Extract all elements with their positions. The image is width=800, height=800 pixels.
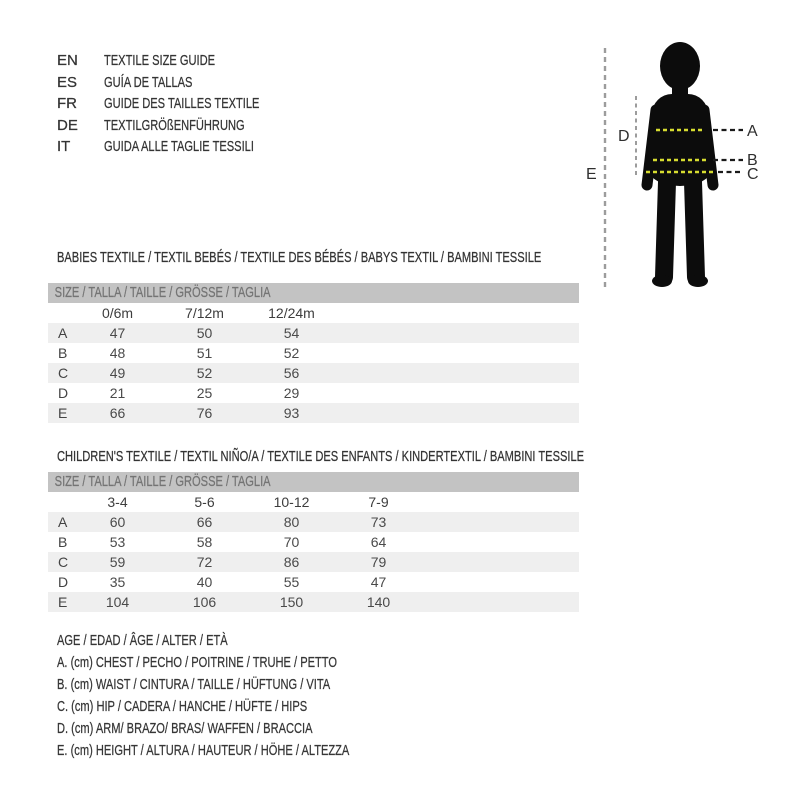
cell-value: 86 [283,554,300,570]
lang-code: IT [57,138,71,156]
cell-value: 76 [196,405,213,421]
cell-value: 54 [283,325,300,341]
legend-hip-line: C. (cm) HIP / CADERA / HANCHE / HÜFTE / HIPS [57,698,308,715]
cell-value: 79 [370,554,387,570]
table-row [48,403,579,423]
table-row [48,323,579,343]
table-row [48,532,579,552]
table-row [48,512,579,532]
cell-value: 52 [283,345,300,361]
cell-value: 70 [283,534,300,550]
row-label: A [58,514,68,530]
cell-value: 93 [283,405,300,421]
lang-row-it [57,136,314,158]
babies-column-header-row [48,303,579,323]
row-label: B [58,345,68,361]
row-label: C [58,554,69,570]
cell-value: 150 [279,594,304,610]
lang-title: GUIDE DES TAILLES TEXTILE [104,95,260,113]
lang-row-de [57,115,314,137]
column-header: 5-6 [194,494,215,510]
cell-value: 53 [109,534,126,550]
cell-value: 21 [109,385,126,401]
cell-value: 49 [109,365,126,381]
row-label: D [58,385,69,401]
lang-title: GUIDA ALLE TAGLIE TESSILI [104,138,254,156]
children-size-table [48,472,579,612]
marker-label-e: E [586,166,597,183]
lang-title: TEXTILGRÖßENFÜHRUNG [104,116,245,134]
children-section-title: CHILDREN'S TEXTILE / TEXTIL NIÑO/A / TEXTILE DES ENFANTS / KINDERTEXTIL / BAMBINI TESSILE [57,448,585,465]
lang-code: FR [57,95,77,113]
column-header: 10-12 [273,494,310,510]
cell-value: 56 [283,365,300,381]
table-row [48,343,579,363]
legend-age-line: AGE / EDAD / ÂGE / ALTER / ETÀ [57,632,228,649]
table-row [48,383,579,403]
cell-value: 66 [109,405,126,421]
row-label: D [58,574,69,590]
marker-label-a: A [747,123,758,140]
cell-value: 80 [283,514,300,530]
lang-row-es [57,72,314,94]
cell-value: 72 [196,554,213,570]
legend-arm-line: D. (cm) ARM/ BRAZO/ BRAS/ WAFFEN / BRACCIA [57,720,313,737]
babies-section-title: BABIES TEXTILE / TEXTIL BEBÉS / TEXTILE DES BÉBÉS / BABYS TEXTIL / BAMBINI TESSILE [57,249,542,266]
lang-row-fr [57,93,314,115]
cell-value: 47 [109,325,126,341]
column-header: 3-4 [107,494,128,510]
table-row [48,572,579,592]
cell-value: 51 [196,345,213,361]
legend-height-line: E. (cm) HEIGHT / ALTURA / HAUTEUR / HÖHE / ALTEZZA [57,742,350,759]
cell-value: 104 [105,594,130,610]
cell-value: 50 [196,325,213,341]
row-label: E [58,594,68,610]
marker-label-d: D [618,128,630,145]
cell-value: 55 [283,574,300,590]
lang-row-en [57,50,314,72]
lang-title: GUÍA DE TALLAS [104,73,193,91]
cell-value: 73 [370,514,387,530]
babies-size-table [48,283,579,423]
cell-value: 60 [109,514,126,530]
row-label: C [58,365,69,381]
cell-value: 52 [196,365,213,381]
cell-value: 58 [196,534,213,550]
column-header: 12/24m [268,305,315,321]
table-row [48,592,579,612]
cell-value: 64 [370,534,387,550]
column-header: 7/12m [185,305,224,321]
row-label: B [58,534,68,550]
row-label: A [58,325,68,341]
marker-label-b: B [747,152,758,169]
cell-value: 140 [366,594,391,610]
cell-value: 25 [196,385,213,401]
legend-chest-line: A. (cm) CHEST / PECHO / POITRINE / TRUHE / PETTO [57,654,338,671]
column-header: 7-9 [368,494,389,510]
table-row [48,552,579,572]
children-column-header-row [48,492,579,512]
table-row [48,363,579,383]
marker-label-c: C [747,166,759,183]
cell-value: 47 [370,574,387,590]
lang-code: ES [57,73,78,91]
cell-value: 66 [196,514,213,530]
language-title-block [57,50,314,158]
cell-value: 48 [109,345,126,361]
cell-value: 35 [109,574,126,590]
children-size-header-bar: SIZE / TALLA / TAILLE / GRÖSSE / TAGLIA [48,472,579,492]
cell-value: 106 [192,594,217,610]
cell-value: 59 [109,554,126,570]
row-label: E [58,405,68,421]
babies-size-header-bar: SIZE / TALLA / TAILLE / GRÖSSE / TAGLIA [48,283,579,303]
cell-value: 40 [196,574,213,590]
legend-waist-line: B. (cm) WAIST / CINTURA / TAILLE / HÜFTUNG / VITA [57,676,331,693]
cell-value: 29 [283,385,300,401]
lang-code: EN [57,52,78,69]
lang-title: TEXTILE SIZE GUIDE [104,52,216,69]
column-header: 0/6m [101,305,134,321]
lang-code: DE [57,116,78,134]
measurement-legend [57,630,452,762]
